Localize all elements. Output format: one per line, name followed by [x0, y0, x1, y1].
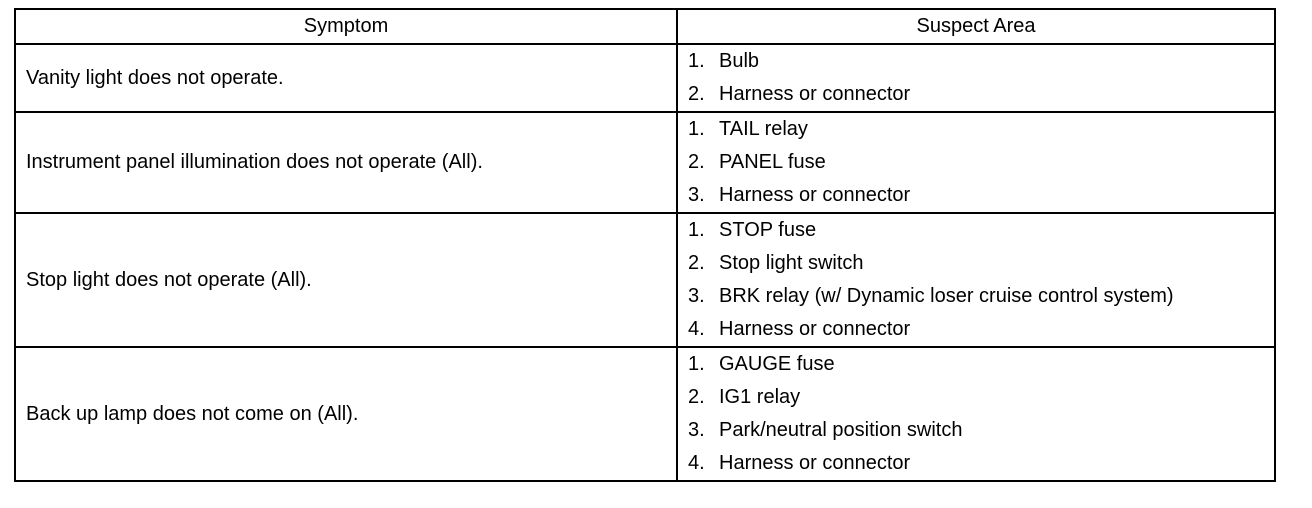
suspect-text: Harness or connector: [719, 318, 911, 340]
suspect-text: IG1 relay: [719, 386, 801, 408]
table-row: [15, 213, 1275, 347]
suspect-list: [688, 113, 1274, 212]
table-header-row: [15, 9, 1275, 44]
suspect-item: [688, 78, 1274, 111]
troubleshooting-table-container: [14, 8, 1274, 482]
suspect-text: Harness or connector: [719, 452, 911, 474]
suspect-item: [688, 313, 1274, 346]
suspect-item: [688, 146, 1274, 179]
suspect-area-cell: [677, 44, 1275, 112]
suspect-item: [688, 45, 1274, 78]
suspect-text: Park/neutral position switch: [719, 419, 963, 441]
suspect-list: [688, 45, 1274, 111]
header-symptom: Symptom: [15, 9, 677, 44]
suspect-text: Stop light switch: [719, 252, 864, 274]
suspect-text: STOP fuse: [719, 219, 817, 241]
suspect-text: TAIL relay: [719, 118, 808, 140]
suspect-area-cell: [677, 112, 1275, 213]
symptom-cell: Back up lamp does not come on (All).: [15, 347, 677, 481]
suspect-text: GAUGE fuse: [719, 353, 835, 375]
suspect-item: [688, 381, 1274, 414]
suspect-number: 1.: [688, 353, 705, 375]
suspect-item: [688, 348, 1274, 381]
suspect-list: [688, 214, 1274, 346]
suspect-number: 2.: [688, 252, 705, 274]
suspect-number: 4.: [688, 318, 705, 340]
symptom-cell: Stop light does not operate (All).: [15, 213, 677, 347]
suspect-number: 1.: [688, 50, 705, 72]
table-row: [15, 112, 1275, 213]
suspect-number: 3.: [688, 184, 705, 206]
table-row: [15, 347, 1275, 481]
suspect-item: [688, 447, 1274, 480]
suspect-number: 3.: [688, 419, 705, 441]
symptom-cell: Instrument panel illumination does not operate (All).: [15, 112, 677, 213]
suspect-text: Harness or connector: [719, 184, 911, 206]
suspect-number: 2.: [688, 83, 705, 105]
header-suspect-area: Suspect Area: [677, 9, 1275, 44]
table-row: [15, 44, 1275, 112]
suspect-item: [688, 280, 1274, 313]
suspect-area-cell: [677, 213, 1275, 347]
suspect-number: 1.: [688, 118, 705, 140]
suspect-item: [688, 414, 1274, 447]
suspect-number: 2.: [688, 151, 705, 173]
suspect-number: 2.: [688, 386, 705, 408]
suspect-item: [688, 214, 1274, 247]
suspect-item: [688, 247, 1274, 280]
suspect-number: 4.: [688, 452, 705, 474]
suspect-text: Bulb: [719, 50, 760, 72]
symptom-cell: Vanity light does not operate.: [15, 44, 677, 112]
suspect-list: [688, 348, 1274, 480]
suspect-number: 3.: [688, 285, 705, 307]
suspect-text: BRK relay (w/ Dynamic loser cruise control system): [719, 285, 1174, 307]
troubleshooting-table: [14, 8, 1276, 482]
suspect-number: 1.: [688, 219, 705, 241]
suspect-item: [688, 113, 1274, 146]
suspect-text: Harness or connector: [719, 83, 911, 105]
suspect-text: PANEL fuse: [719, 151, 826, 173]
suspect-area-cell: [677, 347, 1275, 481]
suspect-item: [688, 179, 1274, 212]
